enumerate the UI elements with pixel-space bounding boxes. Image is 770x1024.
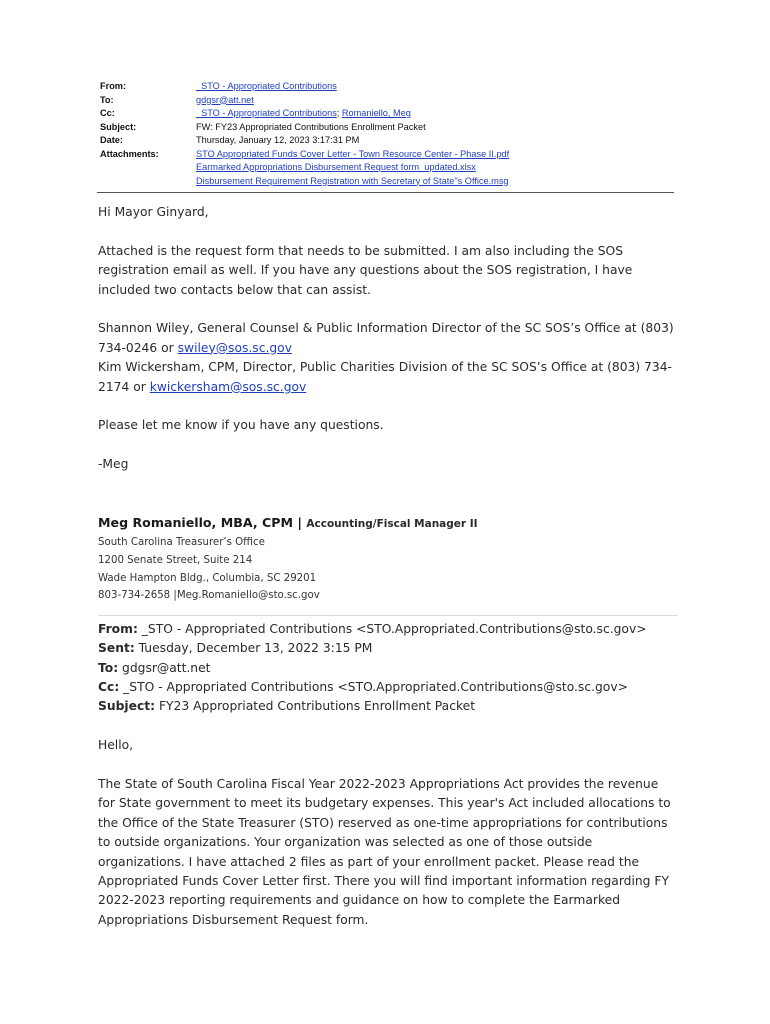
fwd-from-label: From: [98,621,138,636]
header-from-row [100,80,509,94]
fwd-sent-label: Sent: [98,641,135,656]
header-date-row [100,134,509,148]
paragraph-request: Attached is the request form that needs to be submitted. I am also including the SOS registration email as well. If you have any questions about the SOS registration, I have included two contacts below that can assist. [98,243,633,297]
to-label: To: [100,94,114,105]
closing-line: Please let me know if you have any questions. [98,418,384,433]
attachment-link[interactable]: STO Appropriated Funds Cover Letter - Town Resource Center - Phase II.pdf [196,148,510,159]
header-divider [97,192,674,193]
contact-wiley-text: Shannon Wiley, General Counsel & Public Information Director of the SC SOS’s Office at (803) 734-0246 or [98,321,674,355]
header-to-row [100,94,509,108]
attachment-link[interactable]: Earmarked Appropriations Disbursement Request form_updated.xlsx [196,162,476,172]
fwd-subject-label: Subject: [98,699,156,714]
email-link-swiley[interactable]: swiley@sos.sc.gov [177,340,292,355]
fwd-cc-value: _STO - Appropriated Contributions <STO.Appropriated.Contributions@sto.sc.gov> [119,680,628,694]
signature-address-2: Wade Hampton Bldg., Columbia, SC 29201 [98,572,317,584]
signature-name: Meg Romaniello, MBA, CPM [98,515,294,531]
fwd-greeting: Hello, [98,738,134,753]
attachments-label: Attachments: [100,148,159,159]
date-label: Date: [100,135,123,145]
cc-link-2[interactable]: Romaniello, Meg [341,108,411,118]
subject-value: FW: FY23 Appropriated Contributions Enrollment Packet [196,121,426,132]
greeting: Hi Mayor Ginyard, [98,205,209,219]
cc-label: Cc: [100,108,115,118]
fwd-subject-value: FY23 Appropriated Contributions Enrollment Packet [155,699,476,714]
fwd-to-value: gdgsr@att.net [118,660,211,675]
forwarded-header [98,620,678,717]
signature-address-1: 1200 Senate Street, Suite 214 [98,555,253,566]
signature-block [98,513,678,604]
fwd-from-value: _STO - Appropriated Contributions <STO.Appropriated.Contributions@sto.sc.gov> [137,621,647,636]
fwd-to-label: To: [98,660,119,675]
email-link-kwickersham[interactable]: kwickersham@sos.sc.gov [149,379,307,394]
header-subject-row [100,121,509,135]
cc-separator: ; [336,108,342,118]
contact-wiley [98,319,678,358]
contact-wickersham [98,358,678,397]
attachments-list [196,148,509,189]
cc-link-1[interactable]: _STO - Appropriated Contributions [196,108,337,118]
fwd-cc-label: Cc: [98,680,120,694]
fwd-paragraph: The State of South Carolina Fiscal Year 2022-2023 Appropriations Act provides the revenue for State government to meet its budgetary expenses. This year's Act included allocations to the Office of the State Treasurer (STO) reserved as one-time appropriations for contributions to outside organizations. Your organization was selected as one of those outside organizations. I have attached 2 files as part of your enrollment packet. Please read the Appropriated Funds Cover Letter first. There you will find important information regarding FY 2022-2023 reporting requirements and guidance on how to complete the Earmarked Appropriations Disbursement Request form. [98,777,671,927]
to-link[interactable]: gdgsr@att.net [196,94,254,105]
email-body [98,203,678,930]
contact-wickersham-text: Kim Wickersham, CPM, Director, Public Charities Division of the SC SOS’s Office at (803) 734-2174 or [98,360,672,394]
fwd-sent-value: Tuesday, December 13, 2022 3:15 PM [134,641,373,656]
signoff: -Meg [98,457,129,472]
signature-separator: | [293,515,307,531]
signature-office: South Carolina Treasurer’s Office [98,537,265,549]
date-value: Thursday, January 12, 2023 3:17:31 PM [196,135,360,145]
email-header [100,80,509,188]
signature-contact: 803-734-2658 |Meg.Romaniello@sto.sc.gov [98,590,320,602]
header-cc-row [100,107,509,121]
signature-title: Accounting/Fiscal Manager II [306,518,478,531]
attachment-link[interactable]: Disbursement Requirement Registration with Secretary of State"s Office.msg [196,175,509,186]
from-label: From: [100,81,127,91]
from-link[interactable]: _STO - Appropriated Contributions [196,81,337,91]
forwarded-divider [98,615,678,616]
subject-label: Subject: [100,121,137,132]
header-attachments-row [100,148,509,189]
